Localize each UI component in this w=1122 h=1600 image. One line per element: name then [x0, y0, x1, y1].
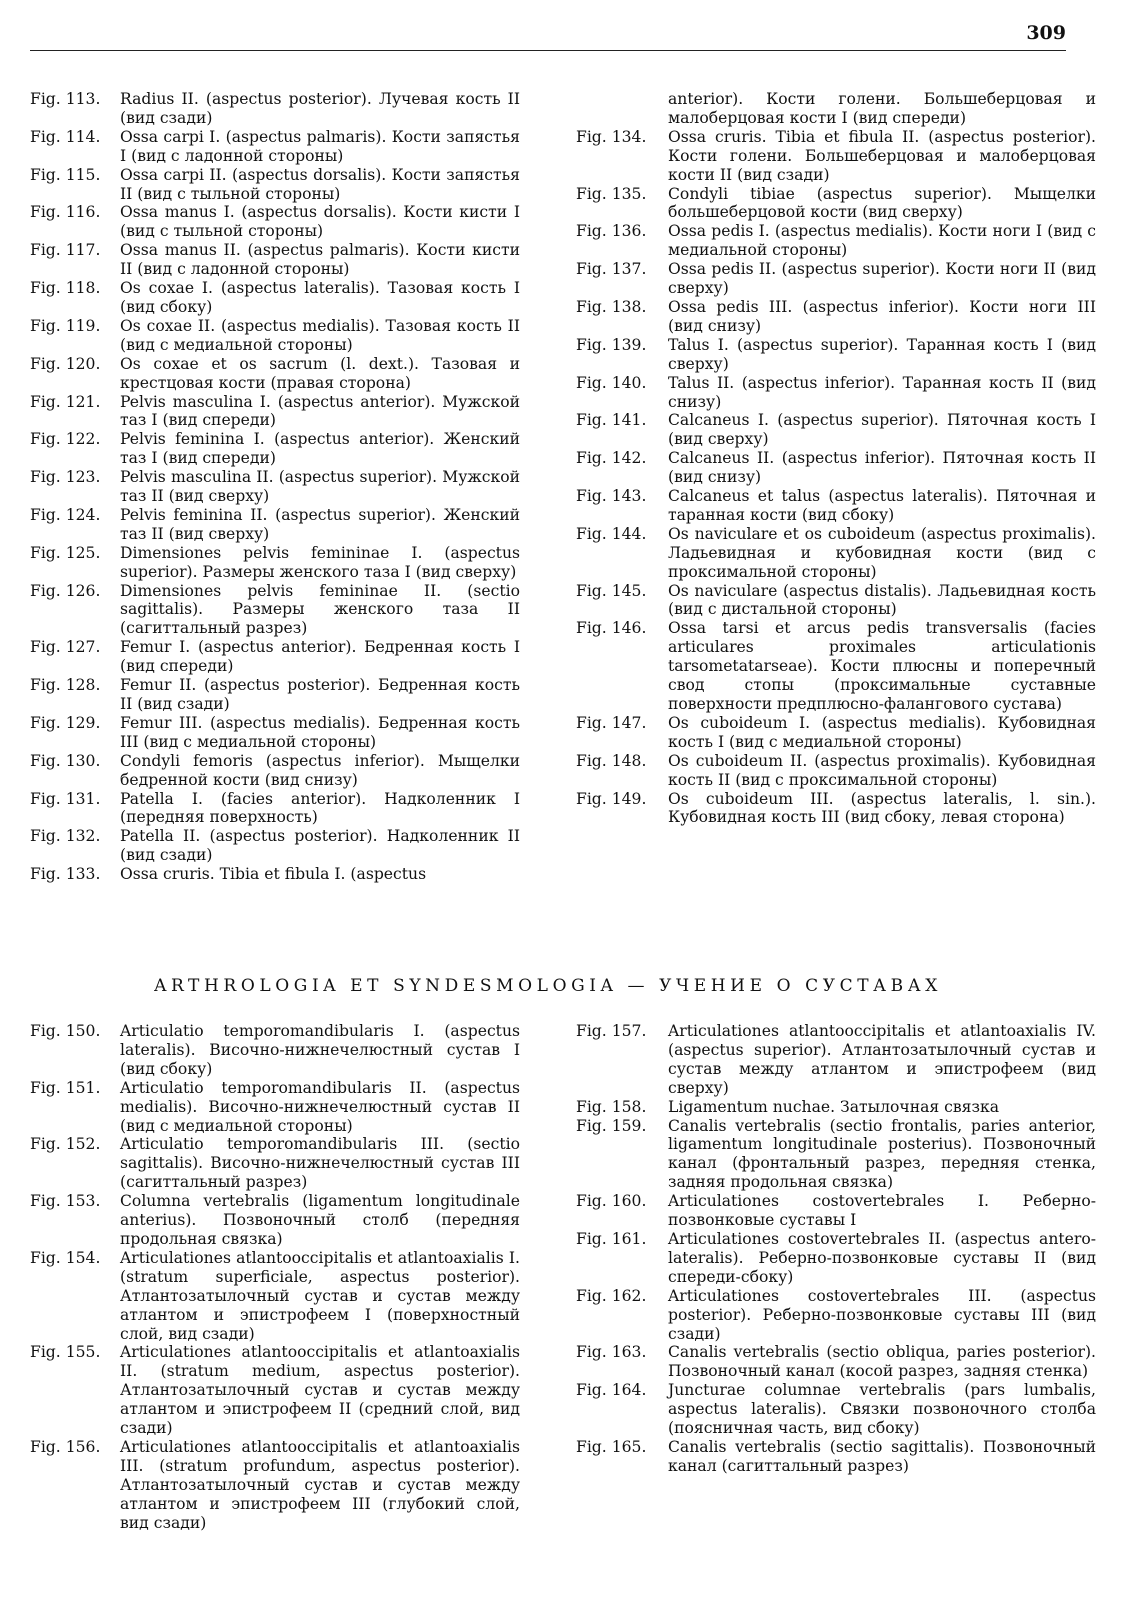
figure-caption-text: Os cuboideum I. (aspectus medialis). Кубовидная кость I (вид с медиальной стороны) [668, 713, 1096, 751]
figure-number: Fig. 116. [30, 203, 101, 222]
figure-number: Fig. 153. [30, 1192, 101, 1211]
figure-number: Fig. 118. [30, 279, 101, 298]
figure-caption-text: Articulatio temporomandibularis III. (sectio sagittalis). Височно-нижнечелюстный сустав III (сагиттальный разрез) [120, 1135, 520, 1192]
figure-caption-entry [30, 430, 520, 468]
figure-caption-entry [576, 411, 1096, 449]
figure-caption-entry [576, 1287, 1096, 1344]
figure-caption-entry [30, 544, 520, 582]
figure-caption-text: Pelvis masculina I. (aspectus anterior). Мужской таз I (вид спереди) [120, 392, 520, 430]
figure-caption-text: Patella I. (facies anterior). Надколенник I (передняя поверхность) [120, 789, 520, 827]
figure-caption-entry [576, 619, 1096, 714]
figure-caption-entry [30, 714, 520, 752]
figure-caption-entry [576, 525, 1096, 582]
figure-caption-entry [576, 90, 1096, 128]
figure-caption-text: Juncturae columnae vertebralis (pars lumbalis, aspectus lateralis). Связки позвоночного столба (поясничная часть, вид сбоку) [668, 1381, 1096, 1438]
figure-caption-text: Calcaneus I. (aspectus superior). Пяточная кость I (вид сверху) [668, 411, 1096, 449]
figure-number: Fig. 151. [30, 1078, 101, 1097]
figure-number: Fig. 131. [30, 789, 101, 808]
figure-caption-text: Articulationes costovertebrales I. Реберно-позвонковые суставы I [668, 1192, 1096, 1230]
figure-caption-text: Articulationes atlantooccipitalis et atlantoaxialis IV. (aspectus superior). Атлантозатылочный сустав и сустав между атлантом и эпистрофеем (вид сверху) [668, 1022, 1096, 1097]
figure-caption-text: Canalis vertebralis (sectio frontalis, paries anterior, ligamentum longitudinale posterius). Позвоночный канал (фронтальный разрез, передняя стенка, задняя продольная связка) [668, 1116, 1096, 1192]
figure-caption-entry [576, 128, 1096, 185]
figure-number: Fig. 132. [30, 827, 101, 846]
figure-caption-text: Radius II. (aspectus posterior). Лучевая кость II (вид сзади) [120, 90, 520, 127]
figure-number: Fig. 130. [30, 751, 101, 770]
figure-caption-entry [30, 676, 520, 714]
figure-caption-entry [30, 1022, 520, 1079]
figure-caption-entry [30, 506, 520, 544]
figure-number: Fig. 121. [30, 392, 101, 411]
figure-caption-text: Articulatio temporomandibularis I. (aspectus lateralis). Височно-нижнечелюстный сустав I (вид сбоку) [120, 1022, 520, 1078]
figure-caption-text: Os coxae II. (aspectus medialis). Тазовая кость II (вид с медиальной стороны) [120, 316, 520, 354]
figure-caption-text: Pelvis feminina I. (aspectus anterior). Женский таз I (вид спереди) [120, 430, 520, 468]
figure-caption-entry [576, 1098, 1096, 1117]
figure-number: Fig. 119. [30, 316, 101, 335]
figure-number: Fig. 141. [576, 411, 647, 430]
figure-caption-entry [30, 1135, 520, 1192]
figure-caption-entry [30, 468, 520, 506]
figure-caption-entry [30, 827, 520, 865]
figure-caption-text: Articulationes costovertebrales II. (aspectus antero-lateralis). Реберно-позвонковые суставы II (вид спереди-сбоку) [668, 1229, 1096, 1286]
figure-caption-entry [576, 1230, 1096, 1287]
figure-number: Fig. 117. [30, 241, 101, 260]
figure-number: Fig. 134. [576, 127, 647, 146]
figure-caption-text: Os cuboideum III. (aspectus lateralis, l. sin.). Кубовидная кость III (вид сбоку, левая сторона) [668, 789, 1096, 827]
lower-right-column [576, 1022, 1096, 1476]
figure-number: Fig. 163. [576, 1343, 647, 1362]
figure-caption-entry [30, 355, 520, 393]
figure-caption-entry [30, 279, 520, 317]
figure-number: Fig. 126. [30, 581, 101, 600]
figure-caption-entry [30, 1438, 520, 1533]
header-rule [30, 50, 1066, 51]
figure-caption-entry [576, 298, 1096, 336]
figure-caption-entry [576, 222, 1096, 260]
figure-caption-entry [30, 393, 520, 431]
figure-number: Fig. 135. [576, 184, 647, 203]
figure-number: Fig. 127. [30, 638, 101, 657]
figure-caption-entry [30, 241, 520, 279]
figure-caption-text: Calcaneus II. (aspectus inferior). Пяточная кость II (вид снизу) [668, 449, 1096, 487]
figure-number: Fig. 147. [576, 713, 647, 732]
figure-number: Fig. 125. [30, 543, 101, 562]
figure-caption-text: Canalis vertebralis (sectio sagittalis). Позвоночный канал (сагиттальный разрез) [668, 1437, 1096, 1475]
figure-caption-text: Articulationes atlantooccipitalis et atlantoaxialis I. (stratum superficiale, aspectus posterior). Атлантозатылочный сустав и сустав между атлантом и эпистрофеем I (поверхностный слой, вид сзади) [120, 1248, 520, 1343]
figure-caption-text: Talus I. (aspectus superior). Таранная кость I (вид сверху) [668, 335, 1096, 373]
figure-caption-entry [576, 1117, 1096, 1193]
upper-left-column [30, 90, 520, 884]
figure-caption-entry [30, 90, 520, 128]
figure-number: Fig. 143. [576, 487, 647, 506]
figure-caption-text: Ossa pedis III. (aspectus inferior). Кости ноги III (вид снизу) [668, 297, 1096, 335]
figure-number: Fig. 142. [576, 449, 647, 468]
figure-caption-text: Femur III. (aspectus medialis). Бедренная кость III (вид с медиальной стороны) [120, 713, 520, 751]
figure-caption-entry [576, 1381, 1096, 1438]
figure-number: Fig. 113. [30, 90, 101, 108]
figure-caption-entry [576, 487, 1096, 525]
figure-caption-text: Os cuboideum II. (aspectus proximalis). Кубовидная кость II (вид с проксимальной стороны) [668, 751, 1096, 789]
figure-caption-entry [30, 317, 520, 355]
figure-number: Fig. 156. [30, 1437, 101, 1456]
figure-number: Fig. 157. [576, 1022, 647, 1040]
figure-caption-entry [576, 185, 1096, 223]
figure-caption-text: Os coxae I. (aspectus lateralis). Тазовая кость I (вид сбоку) [120, 279, 520, 316]
figure-caption-entry [576, 336, 1096, 374]
figure-caption-entry [30, 128, 520, 166]
lower-left-column [30, 1022, 520, 1532]
figure-caption-text: Condyli tibiae (aspectus superior). Мыщелки большеберцовой кости (вид сверху) [668, 184, 1096, 222]
figure-number: Fig. 144. [576, 524, 647, 543]
page-number: 309 [1026, 22, 1066, 44]
figure-caption-text: Ossa cruris. Tibia et fibula I. (aspectus [120, 865, 427, 884]
figure-number: Fig. 120. [30, 354, 101, 373]
figure-number: Fig. 136. [576, 222, 647, 241]
figure-caption-text: Articulationes atlantooccipitalis et atlantoaxialis III. (stratum profundum, aspectus posterior). Атлантозатылочный сустав и сустав между атлантом и эпистрофеем III (глубокий слой, вид сзади) [120, 1437, 520, 1532]
figure-caption-text: Talus II. (aspectus inferior). Таранная кость II (вид снизу) [668, 373, 1096, 411]
figure-number: Fig. 152. [30, 1135, 101, 1154]
figure-caption-text: Ligamentum nuchae. Затылочная связка [668, 1097, 1000, 1116]
figure-number: Fig. 159. [576, 1116, 647, 1135]
figure-caption-text: Dimensiones pelvis femininae II. (sectio sagittalis). Размеры женского таза II (сагиттальный разрез) [120, 581, 520, 638]
figure-caption-entry [30, 790, 520, 828]
figure-caption-entry [30, 1079, 520, 1136]
figure-caption-text: Ossa carpi I. (aspectus palmaris). Кости запястья I (вид с ладонной стороны) [120, 127, 520, 165]
figure-number: Fig. 149. [576, 789, 647, 808]
figure-number: Fig. 162. [576, 1286, 647, 1305]
figure-caption-text: Ossa manus I. (aspectus dorsalis). Кости кисти I (вид с тыльной стороны) [120, 203, 520, 241]
figure-number: Fig. 133. [30, 865, 101, 884]
figure-caption-text: Os coxae et os sacrum (l. dext.). Тазовая и крестцовая кости (правая сторона) [120, 354, 520, 392]
figure-caption-entry [576, 582, 1096, 620]
figure-caption-entry [576, 1438, 1096, 1476]
figure-caption-entry [576, 790, 1096, 828]
figure-number: Fig. 138. [576, 297, 647, 316]
figure-caption-entry [30, 582, 520, 639]
figure-caption-text: Ossa manus II. (aspectus palmaris). Кости кисти II (вид с ладонной стороны) [120, 241, 520, 279]
figure-number: Fig. 115. [30, 165, 101, 184]
figure-caption-text: Femur II. (aspectus posterior). Бедренная кость II (вид сзади) [120, 676, 520, 713]
figure-caption-text: Dimensiones pelvis femininae I. (aspectus superior). Размеры женского таза I (вид сверху) [120, 543, 520, 581]
figure-number: Fig. 161. [576, 1229, 647, 1248]
figure-caption-entry [30, 638, 520, 676]
figure-caption-entry [576, 1022, 1096, 1098]
figure-caption-text: Calcaneus et talus (aspectus lateralis). Пяточная и таранная кости (вид сбоку) [668, 487, 1096, 524]
figure-caption-entry [576, 752, 1096, 790]
figure-caption-entry [30, 1343, 520, 1438]
figure-caption-entry [30, 1192, 520, 1249]
figure-number: Fig. 124. [30, 505, 101, 524]
figure-caption-entry [576, 374, 1096, 412]
figure-number: Fig. 164. [576, 1381, 647, 1400]
upper-right-column [576, 90, 1096, 827]
figure-caption-entry [30, 1249, 520, 1344]
figure-caption-entry [576, 449, 1096, 487]
figure-caption-text: Canalis vertebralis (sectio obliqua, paries posterior). Позвоночный канал (косой разрез, задняя стенка) [668, 1343, 1096, 1381]
figure-caption-text: Femur I. (aspectus anterior). Бедренная кость I (вид спереди) [120, 638, 520, 676]
figure-caption-text: Ossa tarsi et arcus pedis transversalis (facies articulares proximales articulationis tarsometatarseae). Кости плюсны и поперечный свод стопы (проксимальные суставные поверхности предплюсно-фалангового сустава) [668, 619, 1096, 713]
figure-caption-text: Ossa carpi II. (aspectus dorsalis). Кости запястья II (вид с тыльной стороны) [120, 165, 520, 203]
figure-number: Fig. 128. [30, 676, 101, 695]
figure-number: Fig. 148. [576, 751, 647, 770]
section-heading: ARTHROLOGIA ET SYNDESMOLOGIA — УЧЕНИЕ О СУСТАВАХ [154, 976, 942, 996]
figure-caption-text: Condyli femoris (aspectus inferior). Мыщелки бедренной кости (вид снизу) [120, 751, 520, 789]
figure-caption-text: Articulatio temporomandibularis II. (aspectus medialis). Височно-нижнечелюстный сустав II (вид с медиальной стороны) [120, 1078, 520, 1135]
figure-number: Fig. 123. [30, 468, 101, 487]
figure-caption-text: Ossa pedis I. (aspectus medialis). Кости ноги I (вид с медиальной стороны) [668, 222, 1096, 260]
figure-caption-entry [576, 714, 1096, 752]
figure-number: Fig. 145. [576, 581, 647, 600]
figure-number: Fig. 150. [30, 1022, 101, 1040]
figure-number: Fig. 139. [576, 335, 647, 354]
figure-caption-text: Articulationes atlantooccipitalis et atlantoaxialis II. (stratum medium, aspectus posterior). Атлантозатылочный сустав и сустав между атлантом и эпистрофеем II (средний слой, вид сзади) [120, 1343, 520, 1438]
figure-caption-entry [30, 752, 520, 790]
figure-number: Fig. 140. [576, 373, 647, 392]
figure-number: Fig. 122. [30, 430, 101, 449]
figure-number: Fig. 165. [576, 1437, 647, 1456]
figure-number: Fig. 114. [30, 127, 101, 146]
figure-caption-text: Os naviculare (aspectus distalis). Ладьевидная кость (вид с дистальной стороны) [668, 581, 1096, 619]
figure-caption-text: Ossa pedis II. (aspectus superior). Кости ноги II (вид сверху) [668, 260, 1096, 298]
figure-caption-entry [30, 166, 520, 204]
figure-number: Fig. 154. [30, 1248, 101, 1267]
figure-number: Fig. 146. [576, 619, 647, 638]
figure-caption-entry [576, 1192, 1096, 1230]
figure-caption-text: anterior). Кости голени. Большеберцовая и малоберцовая кости I (вид спереди) [668, 90, 1096, 127]
figure-caption-entry [30, 203, 520, 241]
figure-caption-entry [576, 260, 1096, 298]
figure-number: Fig. 129. [30, 713, 101, 732]
figure-number: Fig. 158. [576, 1097, 647, 1116]
figure-number: Fig. 155. [30, 1343, 101, 1362]
figure-number: Fig. 137. [576, 260, 647, 279]
figure-number: Fig. 160. [576, 1192, 647, 1211]
figure-caption-text: Articulationes costovertebrales III. (aspectus posterior). Реберно-позвонковые суставы III (вид сзади) [668, 1286, 1096, 1343]
figure-caption-text: Columna vertebralis (ligamentum longitudinale anterius). Позвоночный столб (передняя продольная связка) [120, 1192, 520, 1248]
figure-caption-text: Patella II. (aspectus posterior). Надколенник II (вид сзади) [120, 827, 520, 865]
figure-caption-entry [576, 1343, 1096, 1381]
figure-caption-text: Pelvis masculina II. (aspectus superior). Мужской таз II (вид сверху) [120, 468, 520, 506]
figure-number [576, 90, 668, 128]
figure-caption-text: Os naviculare et os cuboideum (aspectus proximalis). Ладьевидная и кубовидная кости (вид с проксимальной стороны) [668, 524, 1096, 581]
figure-caption-text: Pelvis feminina II. (aspectus superior). Женский таз II (вид сверху) [120, 505, 520, 543]
figure-caption-text: Ossa cruris. Tibia et fibula II. (aspectus posterior). Кости голени. Большеберцовая и малоберцовая кости II (вид сзади) [668, 127, 1096, 184]
figure-caption-entry [30, 865, 520, 884]
